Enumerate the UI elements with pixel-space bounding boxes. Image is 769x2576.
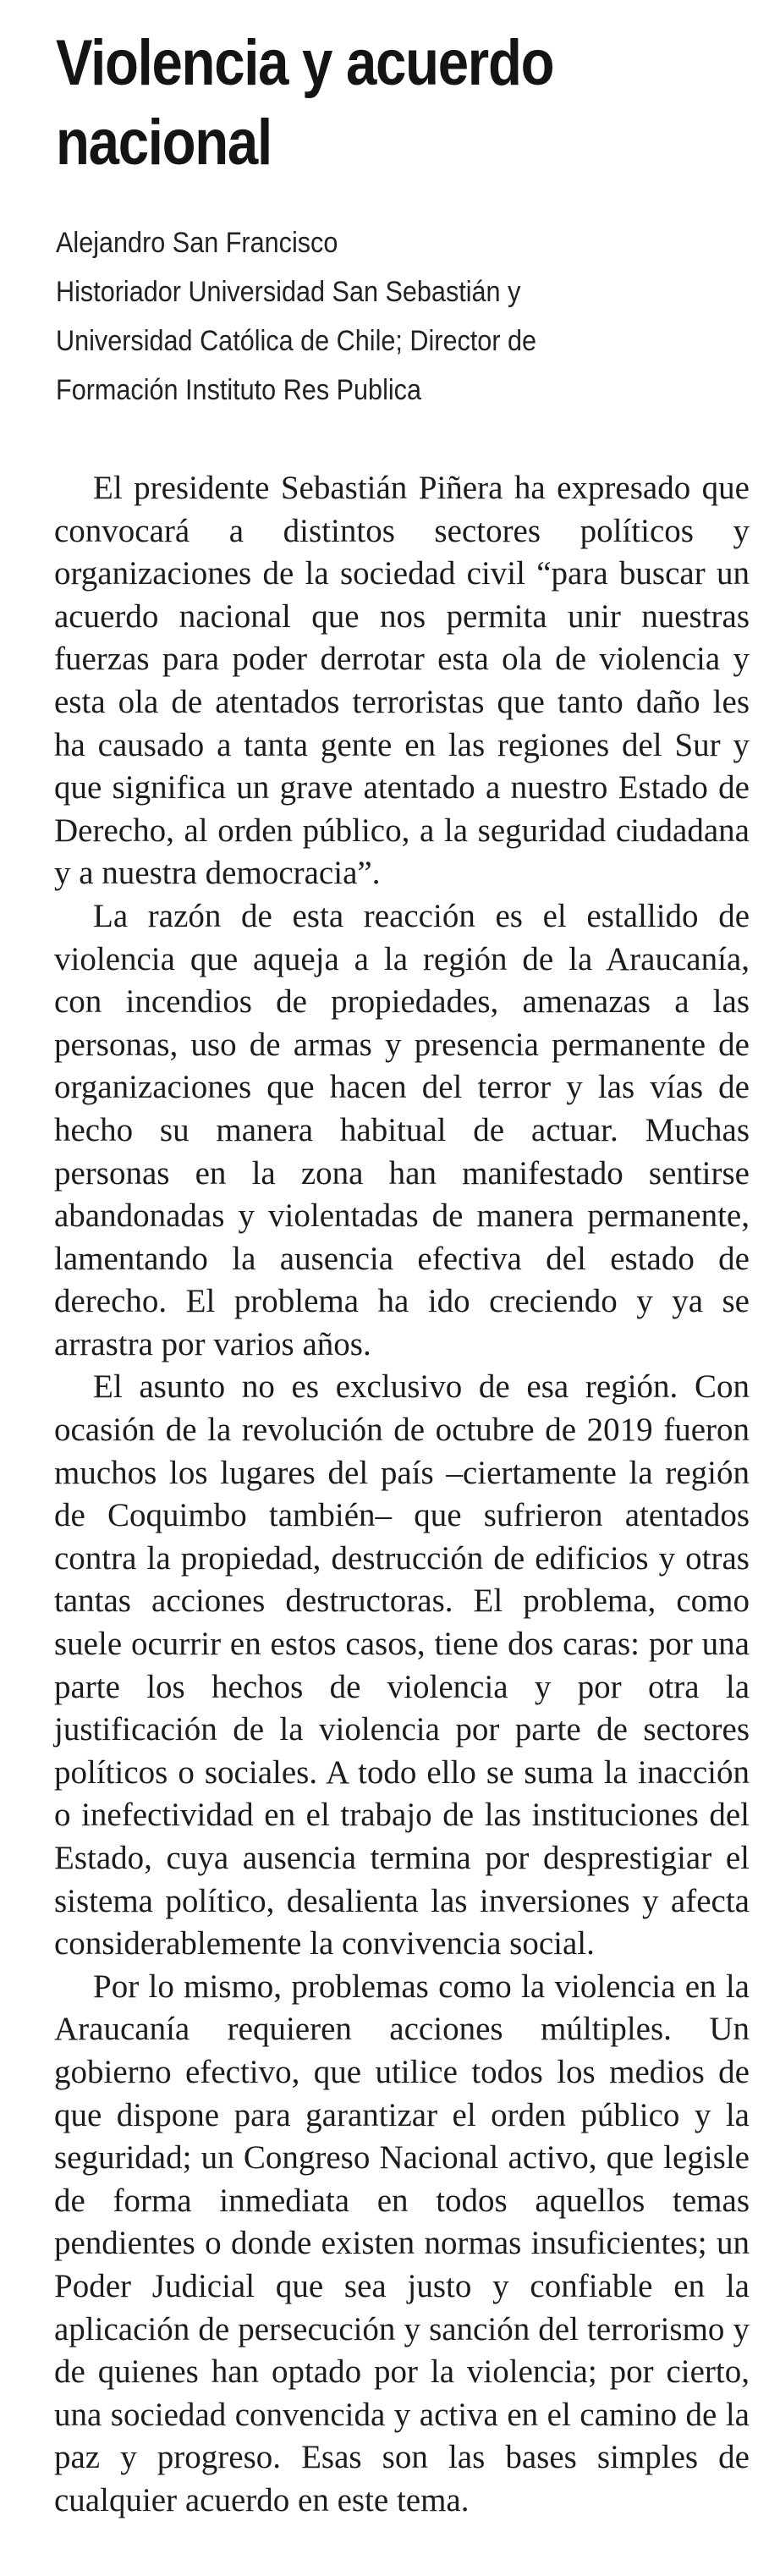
article-body	[54, 467, 750, 2523]
author-role: Formación Instituto Res Publica	[56, 374, 421, 406]
article-title: Violencia y acuerdo nacional	[56, 27, 554, 179]
author-byline	[56, 218, 680, 415]
author-role: Universidad Católica de Chile; Director de	[56, 325, 537, 357]
author-role: Historiador Universidad San Sebastián y	[56, 276, 521, 308]
article-paragraph: El asunto no es exclusivo de esa región. Con ocasión de la revolución de octubre de 2019 fueron muchos los lugares del país –ciertamente la región de Coquimbo también– que sufrieron atentados contra la propiedad, destrucción de edificios y otras tantas acciones destructoras. El problema, como suele ocurrir en estos casos, tiene dos caras: por una parte los hechos de violencia y por otra la justificación de la violencia por parte de sectores políticos o sociales. A todo ello se suma la inacción o inefectividad en el trabajo de las instituciones del Estado, cuya ausencia termina por desprestigiar el sistema político, desalienta las inversiones y afecta considerablemente la convivencia social.	[54, 1368, 750, 1962]
article-paragraph: El presidente Sebastián Piñera ha expresado que convocará a distintos sectores políticos y organizaciones de la sociedad civil “para buscar un acuerdo nacional que nos permita unir nuestras fuerzas para poder derrotar esta ola de violencia y esta ola de atentados terroristas que tanto daño les ha causado a tanta gente en las regiones del Sur y que significa un grave atentado a nuestro Estado de Derecho, al orden público, a la seguridad ciudadana y a nuestra democracia”.	[54, 470, 750, 892]
author-name: Alejandro San Francisco	[56, 227, 338, 259]
article-paragraph: Por lo mismo, problemas como la violencia en la Araucanía requieren acciones múltiples. Un gobierno efectivo, que utilice todos los medios de que dispone para garantizar el orden público y la seguridad; un Congreso Nacional activo, que legisle de forma inmediata en todos aquellos temas pendientes o donde existen normas insuficientes; un Poder Judicial que sea justo y confiable en la aplicación de persecución y sanción del terrorismo y de quienes han optado por la violencia; por cierto, una sociedad convencida y activa en el camino de la paz y progreso. Esas son las bases simples de cualquier acuerdo en este tema.	[54, 1968, 750, 2518]
article-paragraph: La razón de esta reacción es el estallido de violencia que aqueja a la región de la Araucanía, con incendios de propiedades, amenazas a las personas, uso de armas y presencia permanente de organizaciones que hacen del terror y las vías de hecho su manera habitual de actuar. Muchas personas en la zona han manifestado sentirse abandonadas y violentadas de manera permanente, lamentando la ausencia efectiva del estado de derecho. El problema ha ido creciendo y ya se arrastra por varios años.	[54, 897, 750, 1362]
